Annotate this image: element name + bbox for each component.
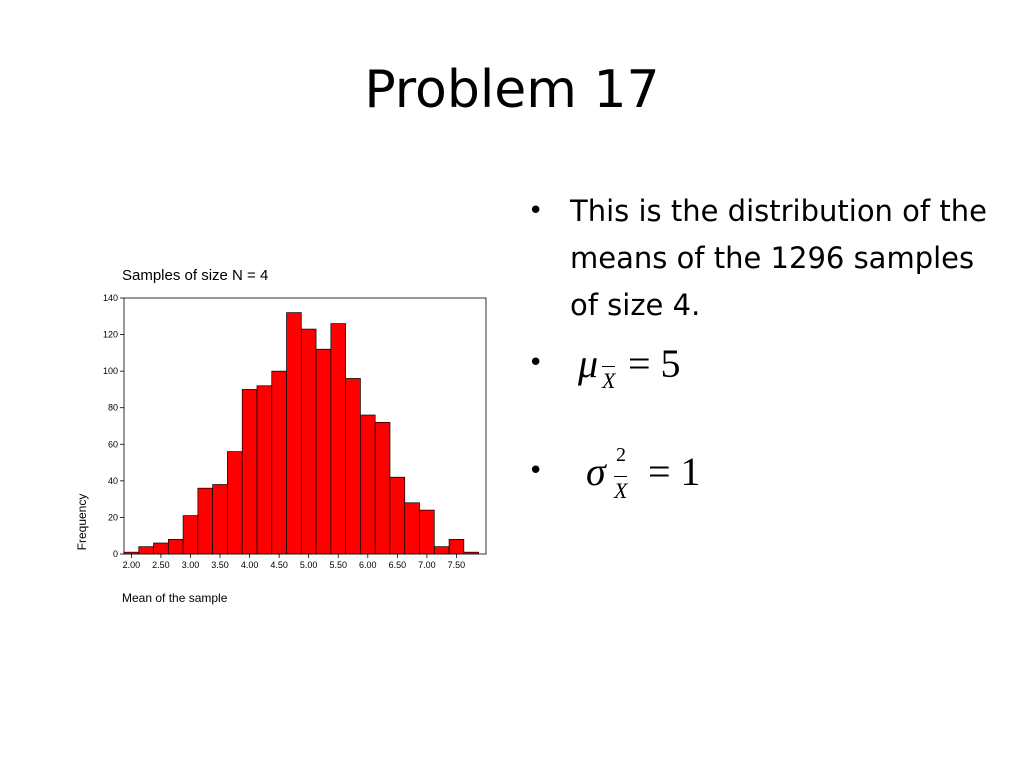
histogram-bar xyxy=(257,386,272,554)
histogram-bar xyxy=(405,503,420,554)
histogram-bar xyxy=(213,485,228,554)
x-tick-label: 5.50 xyxy=(329,560,348,570)
histogram-bar xyxy=(139,547,154,554)
histogram-bar xyxy=(183,516,198,554)
x-tick-label: 6.50 xyxy=(388,560,407,570)
x-tick-label: 6.00 xyxy=(359,560,377,570)
y-tick-label: 80 xyxy=(107,402,118,413)
subscript-x: X xyxy=(614,478,628,503)
x-tick-label: 4.00 xyxy=(240,560,259,570)
bullet-dot: • xyxy=(528,456,544,486)
x-tick-label: 3.00 xyxy=(181,560,200,570)
histogram-bar xyxy=(449,539,464,554)
y-tick-label: 40 xyxy=(107,475,118,486)
histogram-bar xyxy=(375,422,390,554)
overbar xyxy=(602,366,615,367)
sigma-symbol: σ xyxy=(586,449,606,494)
y-tick-label: 60 xyxy=(107,439,118,450)
slide-title: Problem 17 xyxy=(364,60,660,120)
y-tick-label: 100 xyxy=(102,366,118,377)
histogram-bar xyxy=(360,415,375,554)
chart-title: Samples of size N = 4 xyxy=(122,267,269,284)
x-tick-label: 2.00 xyxy=(122,560,141,570)
bullet-item xyxy=(528,188,998,329)
x-tick-label: 7.50 xyxy=(447,560,466,570)
mu-symbol: μ xyxy=(578,341,599,386)
bullet-list xyxy=(528,188,998,329)
x-tick-label: 5.00 xyxy=(299,560,318,570)
subscript-x: X xyxy=(602,368,616,393)
x-tick-label: 2.50 xyxy=(152,560,170,570)
overbar xyxy=(614,476,627,477)
bullet-dot: • xyxy=(528,196,544,226)
histogram-bar xyxy=(464,552,479,554)
histogram-bar xyxy=(242,389,257,554)
x-axis-label: Mean of the sample xyxy=(122,591,228,605)
histogram-bar xyxy=(301,329,316,554)
histogram-bar xyxy=(124,552,139,554)
y-axis-label: Frequency xyxy=(75,493,89,551)
histogram-bar xyxy=(287,313,302,554)
histogram-bar xyxy=(331,324,346,554)
histogram-bar xyxy=(227,452,242,554)
y-tick-label: 0 xyxy=(112,549,118,559)
histogram-bar xyxy=(434,547,449,554)
x-tick-label: 7.00 xyxy=(418,560,436,570)
formula-mean xyxy=(578,340,718,400)
mean-subscript xyxy=(602,368,615,394)
bullet-text: This is the distribution of the means of the 1296 samples of size 4. xyxy=(570,194,987,322)
variance-value: = 1 xyxy=(648,449,701,494)
variance-subscript xyxy=(614,478,627,504)
histogram-bar xyxy=(154,543,169,554)
histogram-bar xyxy=(346,378,361,554)
x-tick-label: 4.50 xyxy=(270,560,288,570)
formula-variance xyxy=(586,444,726,508)
histogram-bar xyxy=(420,510,435,554)
histogram-bar xyxy=(390,477,405,554)
variance-superscript: 2 xyxy=(616,444,626,466)
mean-value: = 5 xyxy=(628,341,681,386)
histogram-bar xyxy=(272,371,287,554)
bullet-dot: • xyxy=(528,348,544,378)
histogram-chart xyxy=(0,0,520,640)
y-tick-label: 140 xyxy=(102,293,118,303)
histogram-bar xyxy=(316,349,331,554)
x-tick-label: 3.50 xyxy=(211,560,229,570)
y-tick-label: 20 xyxy=(107,512,118,523)
histogram-bar xyxy=(168,539,183,554)
histogram-bar xyxy=(198,488,213,554)
y-tick-label: 120 xyxy=(102,329,118,340)
